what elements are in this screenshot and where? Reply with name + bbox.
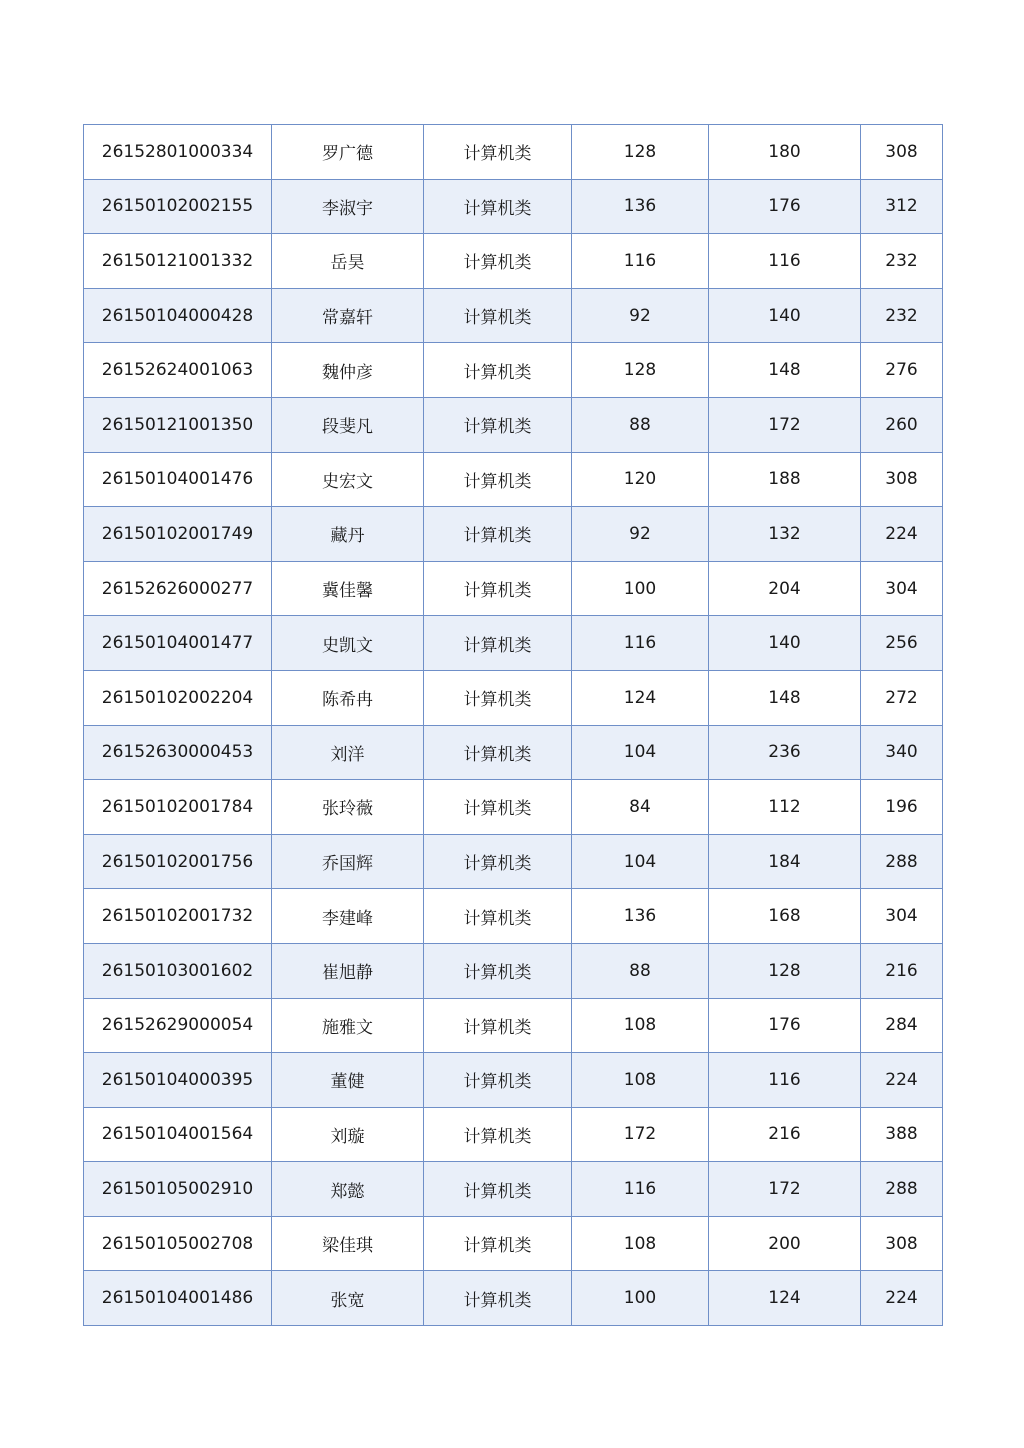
category-cell: 计算机类: [424, 889, 572, 944]
total-score-cell: 304: [861, 889, 943, 944]
table-row: [84, 397, 943, 452]
name-cell: 史凯文: [272, 616, 424, 671]
score-2-cell: 124: [709, 1271, 861, 1326]
score-1-cell: 84: [572, 780, 709, 835]
score-2-cell: 116: [709, 1053, 861, 1108]
name-cell: 常嘉轩: [272, 288, 424, 343]
score-1-cell: 136: [572, 889, 709, 944]
category-cell: 计算机类: [424, 1271, 572, 1326]
table-row: [84, 998, 943, 1053]
table-row: [84, 288, 943, 343]
table-row: [84, 452, 943, 507]
score-2-cell: 204: [709, 561, 861, 616]
table-row: [84, 725, 943, 780]
category-cell: 计算机类: [424, 670, 572, 725]
table-row: [84, 561, 943, 616]
table-row: [84, 670, 943, 725]
score-1-cell: 92: [572, 507, 709, 562]
total-score-cell: 260: [861, 397, 943, 452]
total-score-cell: 312: [861, 179, 943, 234]
exam-id-cell: 26150121001332: [84, 234, 272, 289]
category-cell: 计算机类: [424, 834, 572, 889]
name-cell: 藏丹: [272, 507, 424, 562]
score-1-cell: 100: [572, 561, 709, 616]
category-cell: 计算机类: [424, 1107, 572, 1162]
exam-id-cell: 26150104000395: [84, 1053, 272, 1108]
name-cell: 刘璇: [272, 1107, 424, 1162]
total-score-cell: 288: [861, 1162, 943, 1217]
score-1-cell: 104: [572, 725, 709, 780]
table-row: [84, 943, 943, 998]
table-row: [84, 179, 943, 234]
score-2-cell: 140: [709, 616, 861, 671]
score-1-cell: 104: [572, 834, 709, 889]
exam-id-cell: 26150104000428: [84, 288, 272, 343]
score-1-cell: 116: [572, 234, 709, 289]
score-1-cell: 108: [572, 998, 709, 1053]
score-2-cell: 176: [709, 179, 861, 234]
score-2-cell: 148: [709, 670, 861, 725]
category-cell: 计算机类: [424, 780, 572, 835]
score-2-cell: 216: [709, 1107, 861, 1162]
name-cell: 乔国辉: [272, 834, 424, 889]
exam-id-cell: 26152629000054: [84, 998, 272, 1053]
total-score-cell: 308: [861, 125, 943, 180]
name-cell: 郑懿: [272, 1162, 424, 1217]
total-score-cell: 272: [861, 670, 943, 725]
table-row: [84, 780, 943, 835]
score-1-cell: 88: [572, 943, 709, 998]
name-cell: 董健: [272, 1053, 424, 1108]
table-row: [84, 234, 943, 289]
exam-id-cell: 26150102002204: [84, 670, 272, 725]
score-1-cell: 120: [572, 452, 709, 507]
category-cell: 计算机类: [424, 288, 572, 343]
name-cell: 张宽: [272, 1271, 424, 1326]
score-1-cell: 124: [572, 670, 709, 725]
exam-id-cell: 26150104001476: [84, 452, 272, 507]
table-row: [84, 1053, 943, 1108]
score-1-cell: 88: [572, 397, 709, 452]
name-cell: 魏仲彦: [272, 343, 424, 398]
score-1-cell: 116: [572, 1162, 709, 1217]
category-cell: 计算机类: [424, 1162, 572, 1217]
table-row: [84, 1271, 943, 1326]
exam-id-cell: 26150102002155: [84, 179, 272, 234]
score-1-cell: 100: [572, 1271, 709, 1326]
category-cell: 计算机类: [424, 125, 572, 180]
score-2-cell: 172: [709, 397, 861, 452]
total-score-cell: 304: [861, 561, 943, 616]
exam-id-cell: 26152630000453: [84, 725, 272, 780]
category-cell: 计算机类: [424, 343, 572, 398]
category-cell: 计算机类: [424, 561, 572, 616]
score-2-cell: 112: [709, 780, 861, 835]
table-row: [84, 1216, 943, 1271]
score-2-cell: 180: [709, 125, 861, 180]
table-row: [84, 507, 943, 562]
name-cell: 梁佳琪: [272, 1216, 424, 1271]
total-score-cell: 216: [861, 943, 943, 998]
category-cell: 计算机类: [424, 1216, 572, 1271]
total-score-cell: 256: [861, 616, 943, 671]
category-cell: 计算机类: [424, 998, 572, 1053]
total-score-cell: 276: [861, 343, 943, 398]
name-cell: 李建峰: [272, 889, 424, 944]
score-1-cell: 128: [572, 343, 709, 398]
score-2-cell: 188: [709, 452, 861, 507]
category-cell: 计算机类: [424, 507, 572, 562]
table-row: [84, 834, 943, 889]
score-2-cell: 176: [709, 998, 861, 1053]
table-row: [84, 1107, 943, 1162]
exam-id-cell: 26150104001486: [84, 1271, 272, 1326]
score-2-cell: 236: [709, 725, 861, 780]
category-cell: 计算机类: [424, 452, 572, 507]
name-cell: 崔旭静: [272, 943, 424, 998]
score-2-cell: 168: [709, 889, 861, 944]
total-score-cell: 196: [861, 780, 943, 835]
exam-id-cell: 26152801000334: [84, 125, 272, 180]
category-cell: 计算机类: [424, 725, 572, 780]
total-score-cell: 224: [861, 1271, 943, 1326]
name-cell: 陈希冉: [272, 670, 424, 725]
score-1-cell: 136: [572, 179, 709, 234]
score-2-cell: 132: [709, 507, 861, 562]
name-cell: 张玲薇: [272, 780, 424, 835]
score-2-cell: 128: [709, 943, 861, 998]
name-cell: 岳昊: [272, 234, 424, 289]
name-cell: 史宏文: [272, 452, 424, 507]
table-row: [84, 889, 943, 944]
exam-id-cell: 26150104001564: [84, 1107, 272, 1162]
name-cell: 施雅文: [272, 998, 424, 1053]
exam-id-cell: 26150102001756: [84, 834, 272, 889]
name-cell: 李淑宇: [272, 179, 424, 234]
total-score-cell: 288: [861, 834, 943, 889]
table-row: [84, 1162, 943, 1217]
total-score-cell: 232: [861, 234, 943, 289]
exam-id-cell: 26150103001602: [84, 943, 272, 998]
name-cell: 刘洋: [272, 725, 424, 780]
score-2-cell: 184: [709, 834, 861, 889]
exam-id-cell: 26150105002708: [84, 1216, 272, 1271]
category-cell: 计算机类: [424, 234, 572, 289]
score-1-cell: 128: [572, 125, 709, 180]
category-cell: 计算机类: [424, 179, 572, 234]
total-score-cell: 308: [861, 452, 943, 507]
total-score-cell: 340: [861, 725, 943, 780]
exam-id-cell: 26150105002910: [84, 1162, 272, 1217]
table-row: [84, 125, 943, 180]
name-cell: 段斐凡: [272, 397, 424, 452]
exam-id-cell: 26150102001732: [84, 889, 272, 944]
score-table-body: [84, 125, 943, 1326]
total-score-cell: 388: [861, 1107, 943, 1162]
exam-id-cell: 26150102001749: [84, 507, 272, 562]
category-cell: 计算机类: [424, 397, 572, 452]
total-score-cell: 232: [861, 288, 943, 343]
score-2-cell: 116: [709, 234, 861, 289]
table-row: [84, 616, 943, 671]
table-row: [84, 343, 943, 398]
score-1-cell: 116: [572, 616, 709, 671]
exam-id-cell: 26150104001477: [84, 616, 272, 671]
score-1-cell: 92: [572, 288, 709, 343]
score-table: [83, 124, 943, 1326]
category-cell: 计算机类: [424, 943, 572, 998]
name-cell: 冀佳馨: [272, 561, 424, 616]
score-2-cell: 172: [709, 1162, 861, 1217]
exam-id-cell: 26152626000277: [84, 561, 272, 616]
score-1-cell: 108: [572, 1053, 709, 1108]
category-cell: 计算机类: [424, 1053, 572, 1108]
exam-id-cell: 26150102001784: [84, 780, 272, 835]
total-score-cell: 284: [861, 998, 943, 1053]
exam-id-cell: 26152624001063: [84, 343, 272, 398]
score-2-cell: 148: [709, 343, 861, 398]
exam-id-cell: 26150121001350: [84, 397, 272, 452]
name-cell: 罗广德: [272, 125, 424, 180]
total-score-cell: 224: [861, 1053, 943, 1108]
score-1-cell: 172: [572, 1107, 709, 1162]
category-cell: 计算机类: [424, 616, 572, 671]
score-2-cell: 140: [709, 288, 861, 343]
total-score-cell: 308: [861, 1216, 943, 1271]
score-2-cell: 200: [709, 1216, 861, 1271]
total-score-cell: 224: [861, 507, 943, 562]
score-1-cell: 108: [572, 1216, 709, 1271]
score-table-container: [83, 124, 942, 1326]
